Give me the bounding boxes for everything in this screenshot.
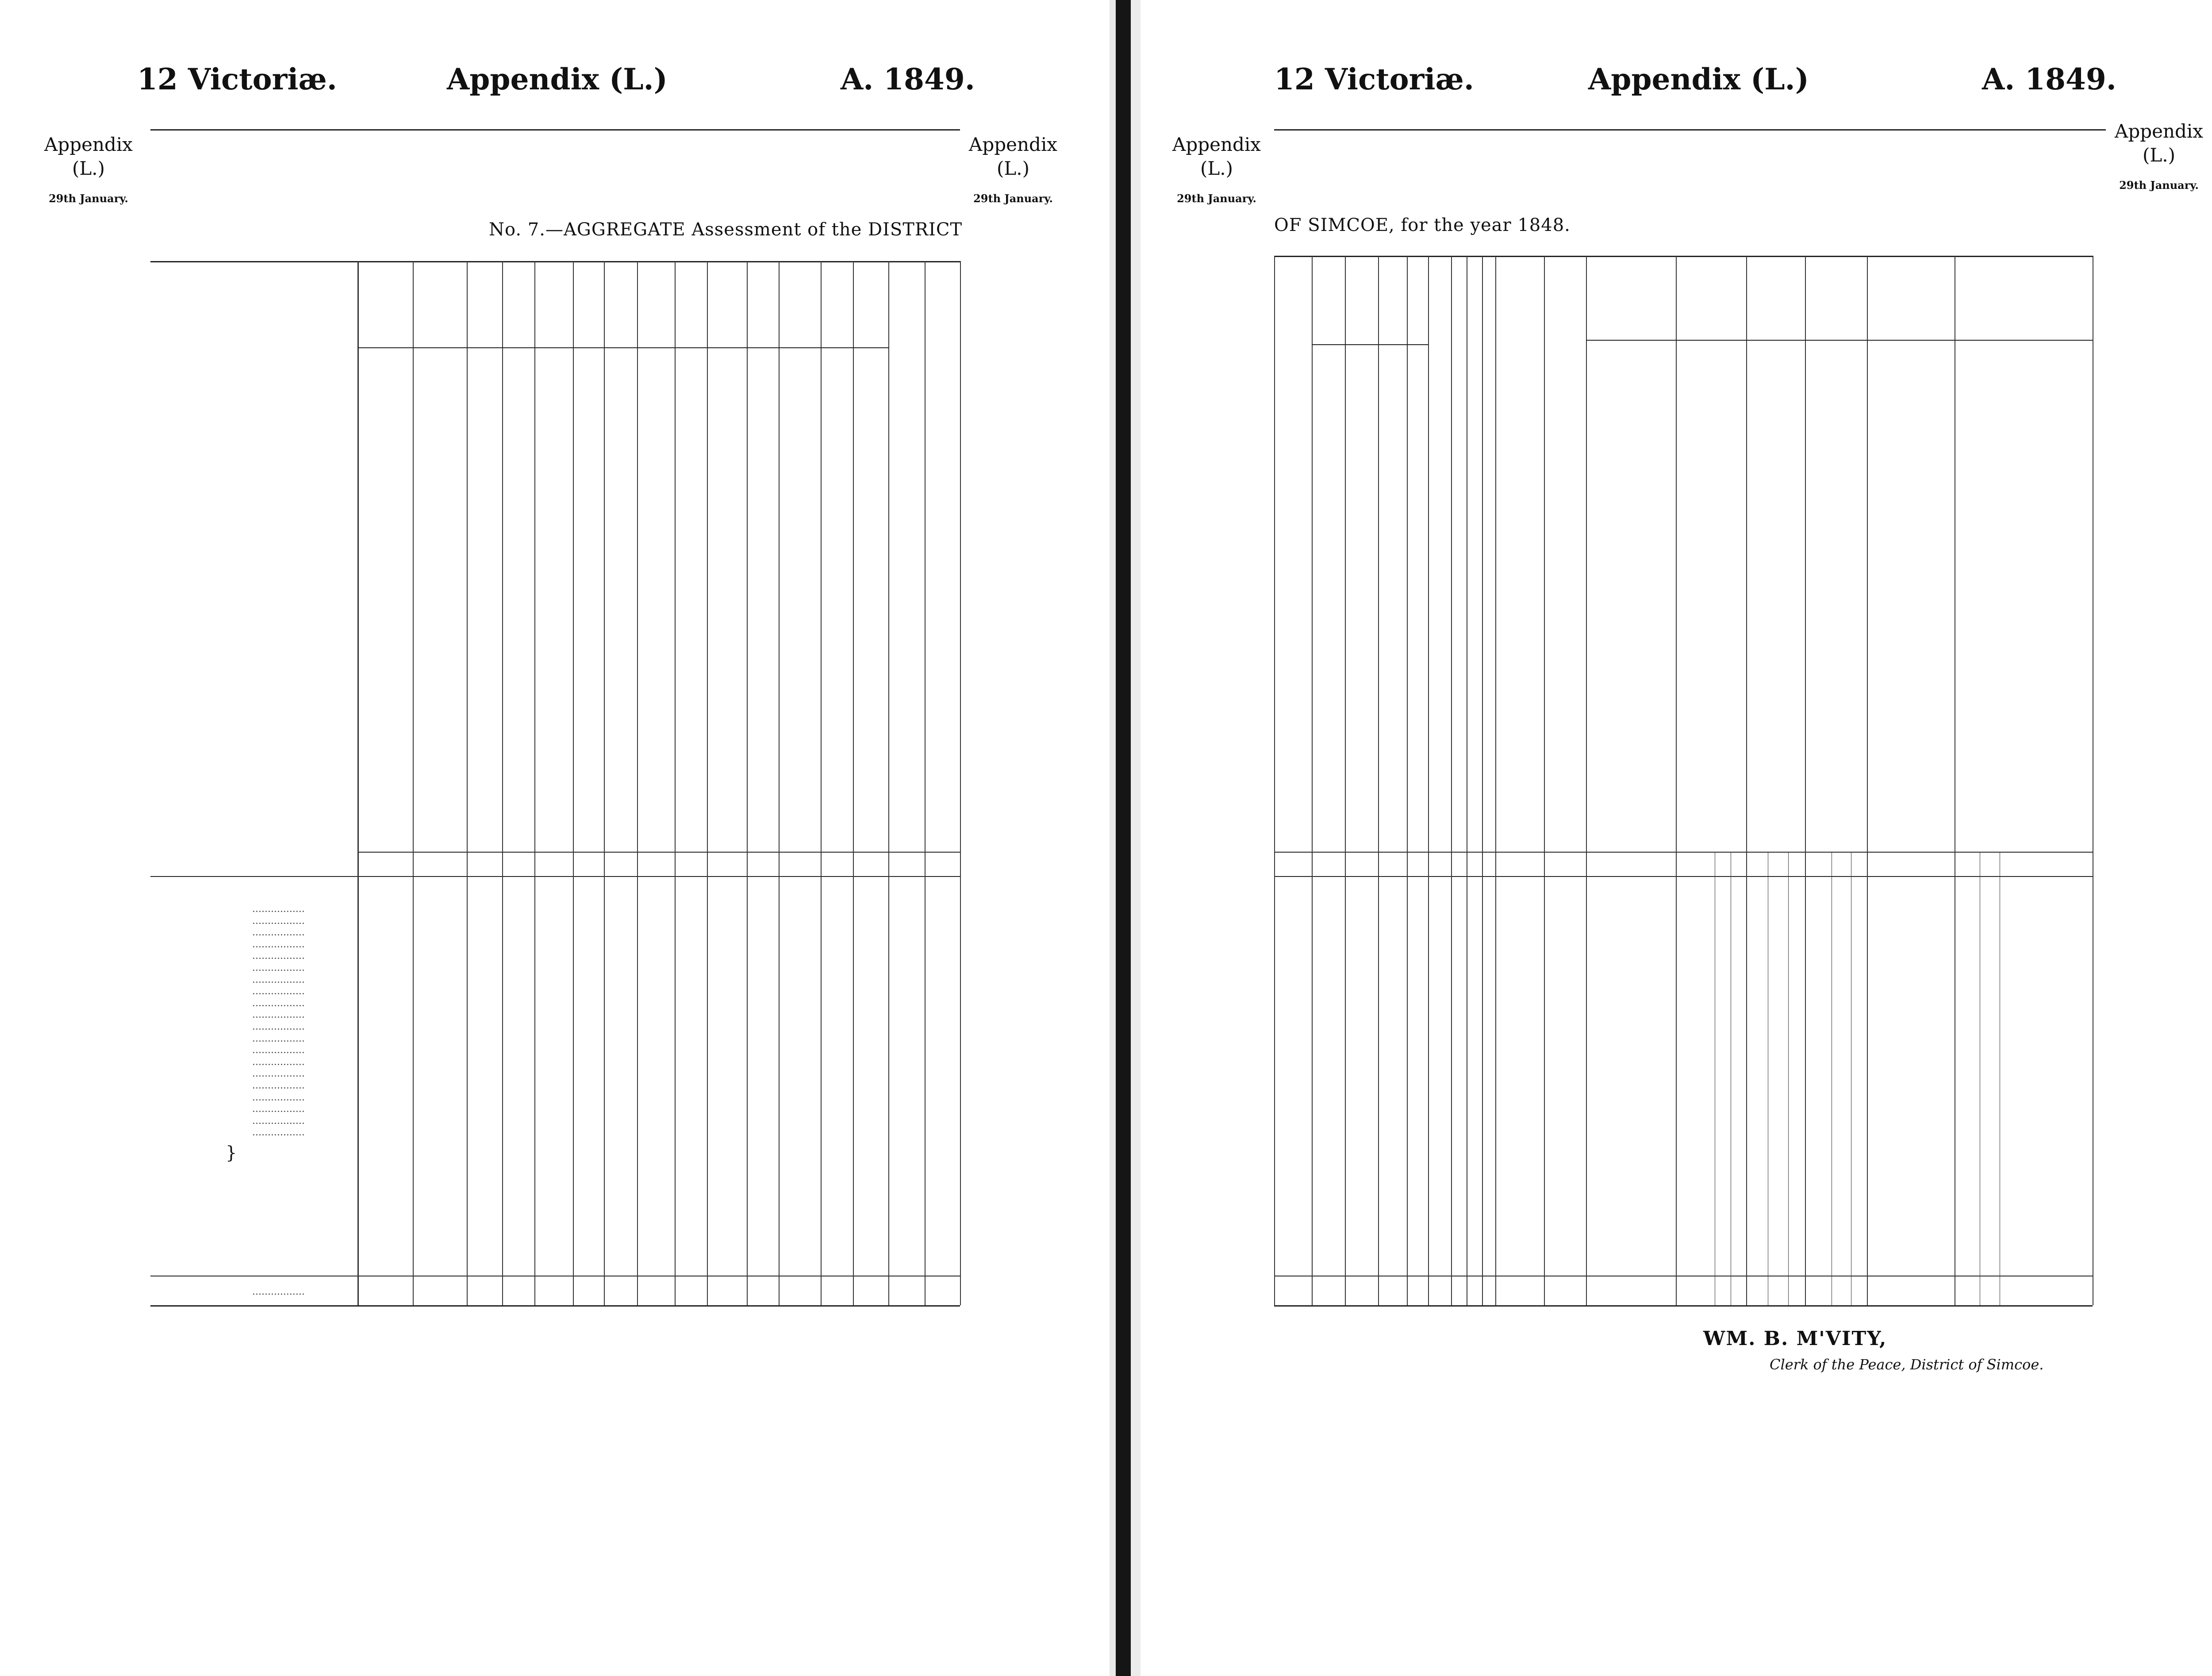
column-rule [1805,256,1806,1305]
row-leader: ................. [252,974,305,985]
column-rule [960,261,961,1305]
rate-bottom-rule [1274,876,2093,877]
column-rule [1451,256,1452,1305]
row-leader: ................. [252,1033,305,1044]
margin-note-line1: Appendix [1172,134,1261,155]
top-rule [150,129,960,131]
column-rule [1378,256,1379,1305]
column-rule [1312,256,1313,1305]
column-rule [1746,256,1747,1305]
column-rule [357,261,359,1305]
column-rule [1544,256,1545,1305]
running-head-left: 12 Victoriæ. [1274,62,1474,96]
margin-note-left [40,133,137,211]
column-rule [888,261,889,1305]
margin-note-line1: Appendix [2114,120,2203,142]
rate-rule [1274,852,2093,853]
total-leader: ................. [252,1286,305,1297]
column-rule [1407,256,1408,1305]
group-rule [357,347,467,348]
margin-note-date: 29th January. [973,192,1053,205]
column-rule [821,261,822,1305]
table-title: No. 7.—AGGREGATE Assessment of the DISTRICT [489,219,963,240]
right-page [1141,0,2212,1676]
signature-title: Clerk of the Peace, District of Simcoe. [1770,1356,2044,1373]
group-rule [1312,344,1428,345]
column-rule [573,261,574,1305]
row-leader: ................. [252,1127,305,1138]
running-head-left: 12 Victoriæ. [137,62,337,96]
row-leader: ................. [252,938,305,950]
table-bottom-rule [150,1305,960,1307]
top-rule [1274,129,2106,131]
column-rule [637,261,638,1305]
row-leader: ................. [252,1080,305,1091]
column-rule [467,261,468,1305]
margin-note-date: 29th January. [1177,192,1256,205]
margin-note-line2: (L.) [72,158,105,179]
margin-note-right [964,133,1062,211]
column-rule [779,261,780,1305]
margin-note-line2: (L.) [996,158,1029,179]
running-head-center: Appendix (L.) [447,62,668,96]
group-rule [467,347,779,348]
column-rule [534,261,535,1305]
rate-rule [357,852,960,853]
group-rule [1586,340,2093,341]
row-leader: ................. [252,1009,305,1021]
sub-column-rule [1788,852,1789,1305]
running-head-center: Appendix (L.) [1588,62,1809,96]
row-leader: ................. [252,1045,305,1056]
column-rule [1586,256,1587,1305]
rate-bottom-rule [150,876,960,877]
margin-note-left [1168,133,1265,211]
row-leader: ................. [252,927,305,938]
margin-note-date: 29th January. [2119,179,2199,192]
table-bottom-rule [1274,1305,2093,1307]
signature-name: WM. B. M'VITY, [1703,1327,1887,1350]
column-rule [1482,256,1483,1305]
column-rule [604,261,605,1305]
column-rule [1345,256,1346,1305]
margin-note-line1: Appendix [44,134,133,155]
row-leader: ................. [252,950,305,962]
column-rule [1676,256,1677,1305]
row-leader: ................. [252,1115,305,1126]
running-head-right: A. 1849. [1982,62,2116,96]
column-rule [853,261,854,1305]
margin-note-right [2110,119,2208,197]
running-head-right: A. 1849. [841,62,975,96]
row-leader: ................. [252,1092,305,1103]
column-rule [675,261,676,1305]
margin-note-date: 29th January. [49,192,128,205]
row-leader: ................. [252,1103,305,1115]
row-leader: ................. [252,1068,305,1080]
column-rule [925,261,926,1305]
column-rule [707,261,708,1305]
row-leader: ................. [252,915,305,926]
spine-shadow [1110,0,1116,1676]
column-rule [502,261,503,1305]
margin-note-line2: (L.) [1200,158,1233,179]
brace: } [226,1142,237,1163]
row-leader: ................. [252,1021,305,1032]
row-leader: ................. [252,903,305,915]
column-rule [1867,256,1868,1305]
book-spine [1116,0,1131,1676]
table-title-continued: OF SIMCOE, for the year 1848. [1274,215,1571,235]
margin-note-line2: (L.) [2142,144,2175,166]
spine-shadow [1131,0,1141,1676]
column-rule [1274,256,1275,1305]
table-top-rule [1274,256,2093,257]
column-rule [413,261,414,1305]
column-rule [1495,256,1496,1305]
row-leader: ................. [252,986,305,997]
group-rule [779,347,888,348]
margin-note-line1: Appendix [968,134,1057,155]
row-leader: ................. [252,962,305,973]
table-top-rule [150,261,960,262]
row-leader: ................. [252,997,305,1009]
column-rule [1428,256,1429,1305]
column-rule [747,261,748,1305]
row-leader: ................. [252,1056,305,1068]
